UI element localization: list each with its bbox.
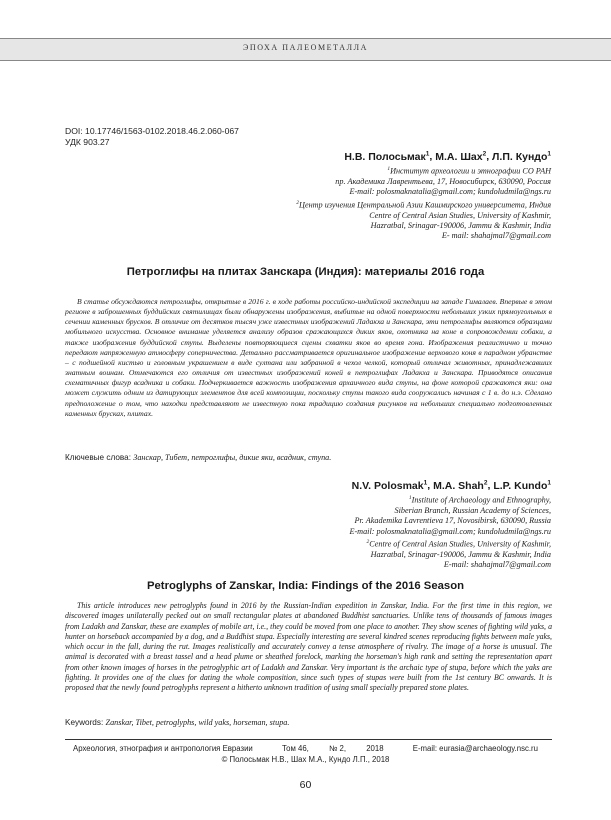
keywords-ru-values: Занскар, Тибет, петроглифы, дикие яки, всадник, ступа. [133,453,332,462]
article-title-ru: Петроглифы на плитах Занскара (Индия): материалы 2016 года [126,266,485,278]
authors-ru: Н.В. Полосьмак$^1$, М.А. Шах$^2$, Л.П. Кундо$^1$ [344,150,551,163]
footer-rule [65,739,552,740]
authors-en: N.V. Polosmak$^1$, M.A. Shah$^2$, L.P. Kundo$^1$ [351,479,551,492]
keywords-en-label: Keywords: [65,718,104,727]
affiliation-en-line: $^1$Institute of Archaeology and Ethnography, [408,495,551,505]
affiliation-en-line: Siberian Branch, Russian Academy of Sciences, [394,506,551,516]
affiliation-en-line: Hazratbal, Srinagar-190006, Jammu & Kashmir, India [370,549,551,559]
affiliation-en-line: $^2$Centre of Central Asian Studies, University of Kashmir, [366,538,551,549]
author-en-1: N.V. Polosmak$^1$ [351,479,428,492]
author-ru-2: М.А. Шах$^2$ [435,150,487,163]
affiliation-ru-line: пр. Академика Лаврентьева, 17, Новосибирск, 630090, Россия [335,177,551,187]
author-en-2: M.A. Shah$^2$ [433,479,488,492]
page-number: 60 [299,779,312,791]
affiliation-en-line: Pr. Akademika Lavrentieva 17, Novosibirsk, 630090, Russia [354,516,551,526]
author-en-3: L.P. Kundo$^1$ [493,479,551,492]
author-ru-3: Л.П. Кундо$^1$ [492,150,551,163]
affiliation-ru-line: E-mail: polosmaknatalia@gmail.com; kundoludmila@ngs.ru [349,187,551,197]
affiliation-ru-line: $^1$Институт археологии и этнографии СО РАН [387,166,551,176]
doi: DOI: 10.17746/1563-0102.2018.46.2.060-067 [65,126,239,136]
udk-code: УДК 903.27 [65,137,110,147]
affiliation-en-line: E-mail: shahajmal7@gmail.com [443,560,551,570]
journal-name: Археология, этнография и антропология Евразии [73,744,253,753]
copyright: © Полосьмак Н.В., Шах М.А., Кундо Л.П., 2018 [221,755,390,764]
section-header-title: ЭПОХА ПАЛЕОМЕТАЛЛА [242,43,369,52]
affiliation-ru-line: Centre of Central Asian Studies, University of Kashmir, [369,210,551,220]
affiliation-ru-line: Hazratbal, Srinagar-190006, Jammu & Kashmir, India [370,220,551,230]
affiliation-ru-line: $^2$Центр изучения Центральной Азии Кашмирского университета, Индия [296,199,551,210]
affiliations-en [111,493,551,571]
abstract-en: This article introduces new petroglyphs found in 2016 by the Russian-Indian expedition in Zanskar, India. For the first time in this region, we discovered images unilaterally pecked out on small rectangular plates at abandoned Buddhist sanctuaries. Unlike tens of thousands of famous images from Ladakh and Zanskar, these are examples of mobile art, i.e., they could be moved from one place to another. They show scenes of fighting wild yaks, a hunter on horseback accompanied by a dog, and a Buddhist stupa. Especially interesting are several kindred scenes reproducing fights between male yaks, which occur in the fall, during the rut. Images realistically and accurately convey a tense atmosphere of rivalry. The image of a horse is unusual. The animal is decorated with a breast tassel and a head plume or sheathed forelock, marking the horseman's high rank and setting the representation apart from other known images of horses in the petroglyphic art of Ladakh and Zanskar. Very important is the archaic type of stupa, before which the yaks are fighting. It provides one of the clues for dating the whole composition, since such types of stupas were built from the 1st century BC onwards. It is proposed that the newly found petroglyphs represent a hitherto unknown tradition of using small specially prepared stone plates. [65,601,552,693]
affiliations-ru [111,164,551,242]
keywords-en [65,718,289,727]
journal-footer-line [0,744,611,753]
article-title-en: Petroglyphs of Zanskar, India: Findings of the 2016 Season [146,580,464,592]
abstract-ru: В статье обсуждаются петроглифы, открытые в 2016 г. в ходе работы российско-индийской экспедиции на западе Гималаев. Впервые в этом регионе в заброшенных буддийских святилищах были обнаружены изображения, выбитые на одной поверхности небольших узких прямоугольных в сечении каменных брусков. В отличие от десятков тысяч уже известных изображений Ладакха и Занскара, эти петроглифы являются образцами мобильного искусства. Основное внимание уделяется анализу образов сражающихся диких яков, охотника на коне в сопровождении собаки, а также изображения буддийской ступы. Выделены повторяющиеся сцены схватки яков во время гона. Изображения реалистично и точно передают напряженную атмосферу соперничества. Детально рассматривается оригинальное изображение верхового коня в парадном убранстве – с подшейной кистью и головным украшением в виде султана или забранной в чехол челкой, который отличал животных, принадлежавших знатным воинам. Отмечаются его отличия от известных изображений коней в петроглифах Ладакха и Занскара. Приводятся описания схематичных фигур всадника и собаки. Подчеркивается важность изображения архаичного вида ступы, на фоне которой сражаются яки: она может служить одним из датирующих элементов для всей композиции, поскольку ступы такого вида сооружались начиная с 1 в. до н.э. Сделано предположение о том, что находки представляют не известную пока традицию создания рисунков на небольших специально подготовленных каменных брусках, плитах. [65,297,552,418]
keywords-en-values: Zanskar, Tibet, petroglyphs, wild yaks, horseman, stupa. [105,718,290,727]
affiliation-en-line: E-mail: polosmaknatalia@gmail.com; kundoludmila@ngs.ru [349,526,551,536]
keywords-ru [65,453,331,462]
journal-issue-info: Том 46, № 2, 2018 [281,744,384,753]
author-ru-1: Н.В. Полосьмак$^1$ [344,150,430,163]
keywords-ru-label: Ключевые слова: [65,453,131,462]
affiliation-ru-line: E- mail: shahajmal7@gmail.com [441,231,551,241]
journal-email: E-mail: eurasia@archaeology.nsc.ru [412,744,538,753]
